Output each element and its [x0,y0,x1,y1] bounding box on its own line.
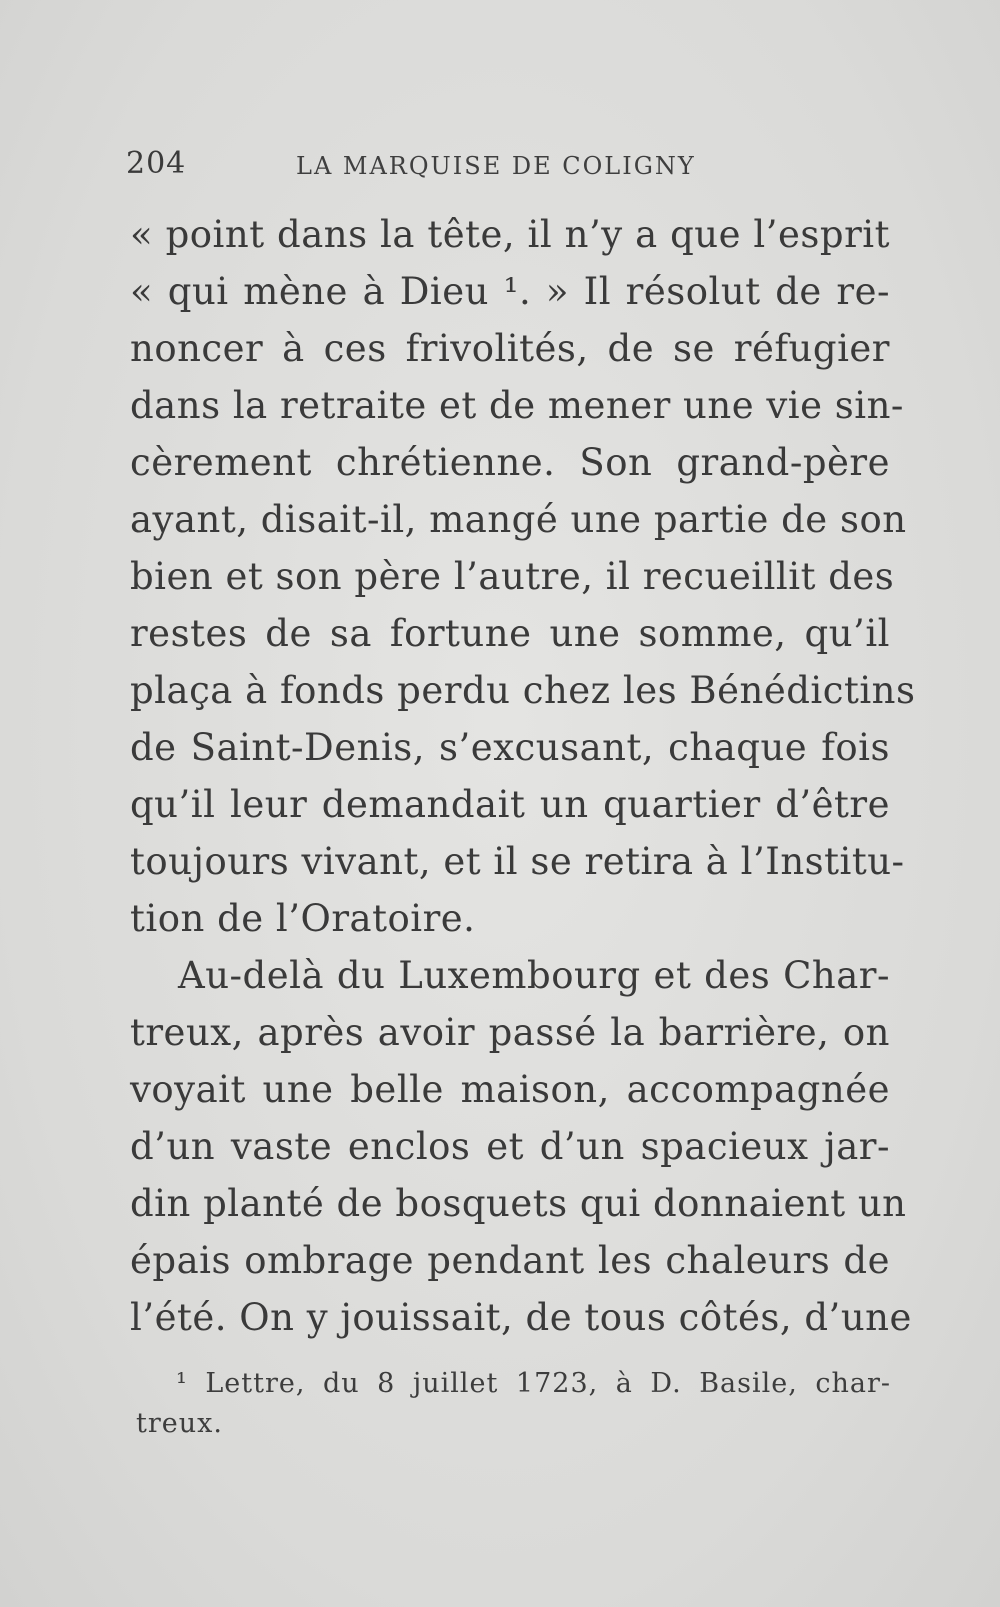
text-line: « point dans la tête, il n’y a que l’esprit [130,213,890,256]
running-head [126,146,886,186]
text-line: « qui mène à Dieu ¹. » Il résolut de re- [130,270,890,313]
text-line: ayant, disait-il, mangé une partie de son [130,498,907,541]
text-line: tion de l’Oratoire. [130,897,476,940]
text-line: bien et son père l’autre, il recueillit des [130,555,895,598]
text-line: d’un vaste enclos et d’un spacieux jar- [130,1125,890,1168]
text-line: dans la retraite et de mener une vie sin- [130,384,904,427]
text-line: toujours vivant, et il se retira à l’Institu- [130,840,905,883]
text-line: épais ombrage pendant les chaleurs de [130,1239,890,1282]
text-line: Au-delà du Luxembourg et des Char- [178,954,890,997]
text-line: qu’il leur demandait un quartier d’être [130,783,890,826]
footnote-line: ¹ Lettre, du 8 juillet 1723, à D. Basile, char- [176,1368,891,1399]
text-line: cèrement chrétienne. Son grand-père [130,441,890,484]
text-line: de Saint-Denis, s’excusant, chaque fois [130,726,890,769]
page-number: 204 [126,146,187,181]
body-text [130,206,916,1346]
text-line: din planté de bosquets qui donnaient un [130,1182,907,1225]
text-line: restes de sa fortune une somme, qu’il [130,612,890,655]
text-line: plaça à fonds perdu chez les Bénédictins [130,669,916,712]
text-line: noncer à ces frivolités, de se réfugier [130,327,890,370]
footnotes [136,1364,891,1444]
text-line: voyait une belle maison, accompagnée [130,1068,890,1111]
text-line: l’été. On y jouissait, de tous côtés, d’une [130,1296,912,1339]
footnote-line: treux. [136,1408,223,1439]
text-line: treux, après avoir passé la barrière, on [130,1011,890,1054]
running-title: LA MARQUISE DE COLIGNY [296,152,696,180]
